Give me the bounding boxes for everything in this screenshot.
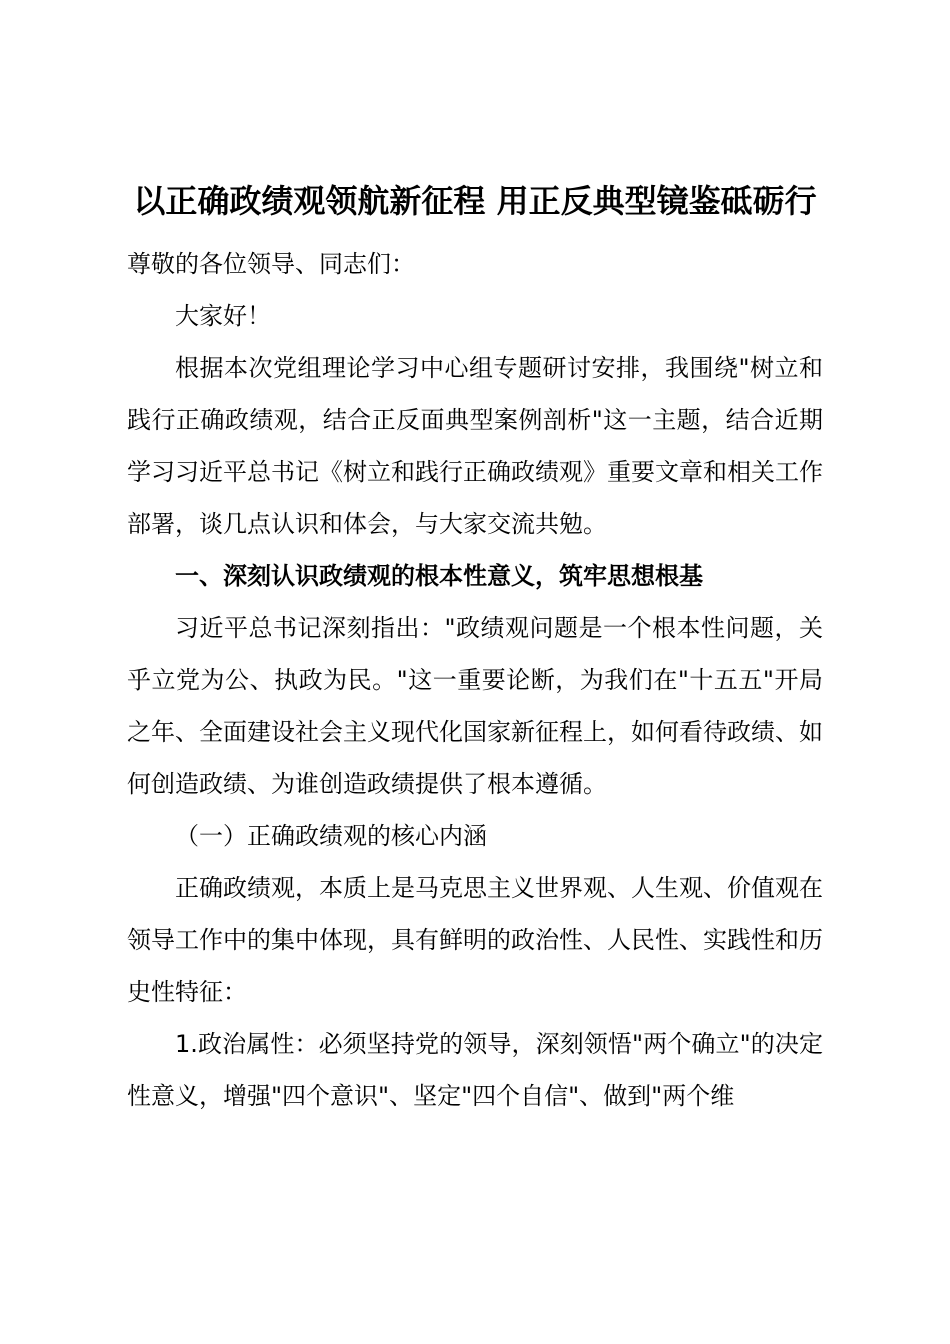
salutation: 尊敬的各位领导、同志们： xyxy=(127,250,415,278)
subsection-1-1-paragraph-1: 正确政绩观，本质上是马克思主义世界观、人生观、价值观在领导工作中的集中体现，具有鲜明的政治性、人民性、实践性和历史性特征： xyxy=(127,874,823,1006)
document-body xyxy=(127,238,823,1122)
intro-paragraph: 根据本次党组理论学习中心组专题研讨安排，我围绕"树立和践行正确政绩观，结合正反面典型案例剖析"这一主题，结合近期学习习近平总书记《树立和践行正确政绩观》重要文章和相关工作部署，谈几点认识和体会，与大家交流共勉。 xyxy=(127,354,823,538)
document-title: 以正确政绩观领航新征程 用正反典型镜鉴砥砺行 xyxy=(133,182,817,220)
greeting: 大家好！ xyxy=(175,302,271,330)
subsection-1-1-heading: （一）正确政绩观的核心内涵 xyxy=(175,822,487,850)
point-1-political-attribute: 1.政治属性：必须坚持党的领导，深刻领悟"两个确立"的决定性意义，增强"四个意识"、坚定"四个自信"、做到"两个维 xyxy=(127,1030,823,1110)
section-1-paragraph-1: 习近平总书记深刻指出："政绩观问题是一个根本性问题，关乎立党为公、执政为民。"这一重要论断，为我们在"十五五"开局之年、全面建设社会主义现代化国家新征程上，如何看待政绩、如何创造政绩、为谁创造政绩提供了根本遵循。 xyxy=(127,614,823,798)
section-1-heading: 一、深刻认识政绩观的根本性意义，筑牢思想根基 xyxy=(175,562,703,590)
